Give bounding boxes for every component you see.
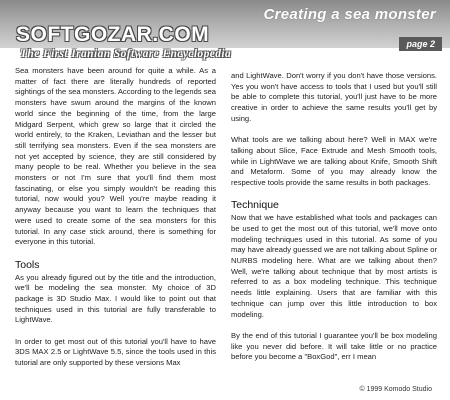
watermark-site-name: SOFTGOZAR.COM bbox=[16, 23, 210, 46]
tools-paragraph-2: In order to get most out of this tutorial you'll have to have 3DS MAX 2.5 or LightWave 5.5, since the tools used in this tutorial are only supported by these versions Max bbox=[15, 336, 216, 368]
watermark-subtitle: The First Iranian Software Encyclopedia bbox=[20, 48, 232, 60]
page-number-tab: page 2 bbox=[399, 37, 442, 51]
copyright-footer: © 1999 Komodo Studio bbox=[359, 386, 432, 393]
document-title: Creating a sea monster bbox=[263, 6, 436, 23]
boxgod-paragraph: By the end of this tutorial I guarantee you'll be box modeling like you never did before. It will take little or no practice before you become a "BoxGod", err I mean bbox=[231, 330, 437, 362]
tools-list-paragraph: What tools are we talking about here? Well in MAX we're talking about Slice, Face Extrude and Mesh Smooth tools, while in LightWave we are talking about Knife, Smooth Shift and Metaform. Some of you may already know the respective tools provide the same results in both packages. bbox=[231, 135, 437, 187]
intro-paragraph: Sea monsters have been around for quite a while. As a matter of fact there are literally hundreds of reported sightings of the sea monsters. According to the legends sea monsters have swum around the margins of the known world since the beginning of the time, from the large Midgard Serpent, which grew so large that it circled the world entirely, to the Kraken, Leviathan and the lesser but still terrifying sea monsters. Even if the sea monsters are not yet accepted by science, they are still considered by many people to be real. Whether you believe in the sea monsters or not I'm sure that you'll find them most fascinating, or else you simply wouldn't be reading this tutorial, now would you? Well you're maybe reading it anyway because you want to learn the techniques that were used to create some of the sea monsters for this tutorial. In any case stick around, there is something for everyone in this tutorial. bbox=[15, 66, 216, 247]
left-text-column bbox=[15, 66, 216, 379]
section-heading-tools: Tools bbox=[15, 258, 40, 271]
tools-paragraph-1: As you already figured out by the title and the introduction, we'll be modeling the sea monster. My choice of 3D package is 3D Studio Max. I would like to point out that techniques used in this tutorial are fully transferable to LightWave. bbox=[15, 272, 216, 325]
section-heading-technique: Technique bbox=[231, 199, 279, 212]
technique-paragraph: Now that we have established what tools and packages can be used to get the most out of this tutorial, we'll move onto modeling techniques used in this tutorial. As some of you may have already guessed we are not talking about Spline or NURBS modeling here. What are we talking about then? Well, we're talking about technique that by most artists is referred to as a box modeling technique. This technique needs little explaining. Users that are familiar with this technique can jump over this little introduction to box modeling. bbox=[231, 213, 437, 319]
versions-paragraph: and LightWave. Don't worry if you don't have those versions. Yes you won't have access to tools that I used but you'll still be able to complete this tutorial, you'll just have to be more creative in order to achieve the same results you'll get by using. bbox=[231, 71, 437, 123]
right-text-column bbox=[231, 71, 437, 374]
